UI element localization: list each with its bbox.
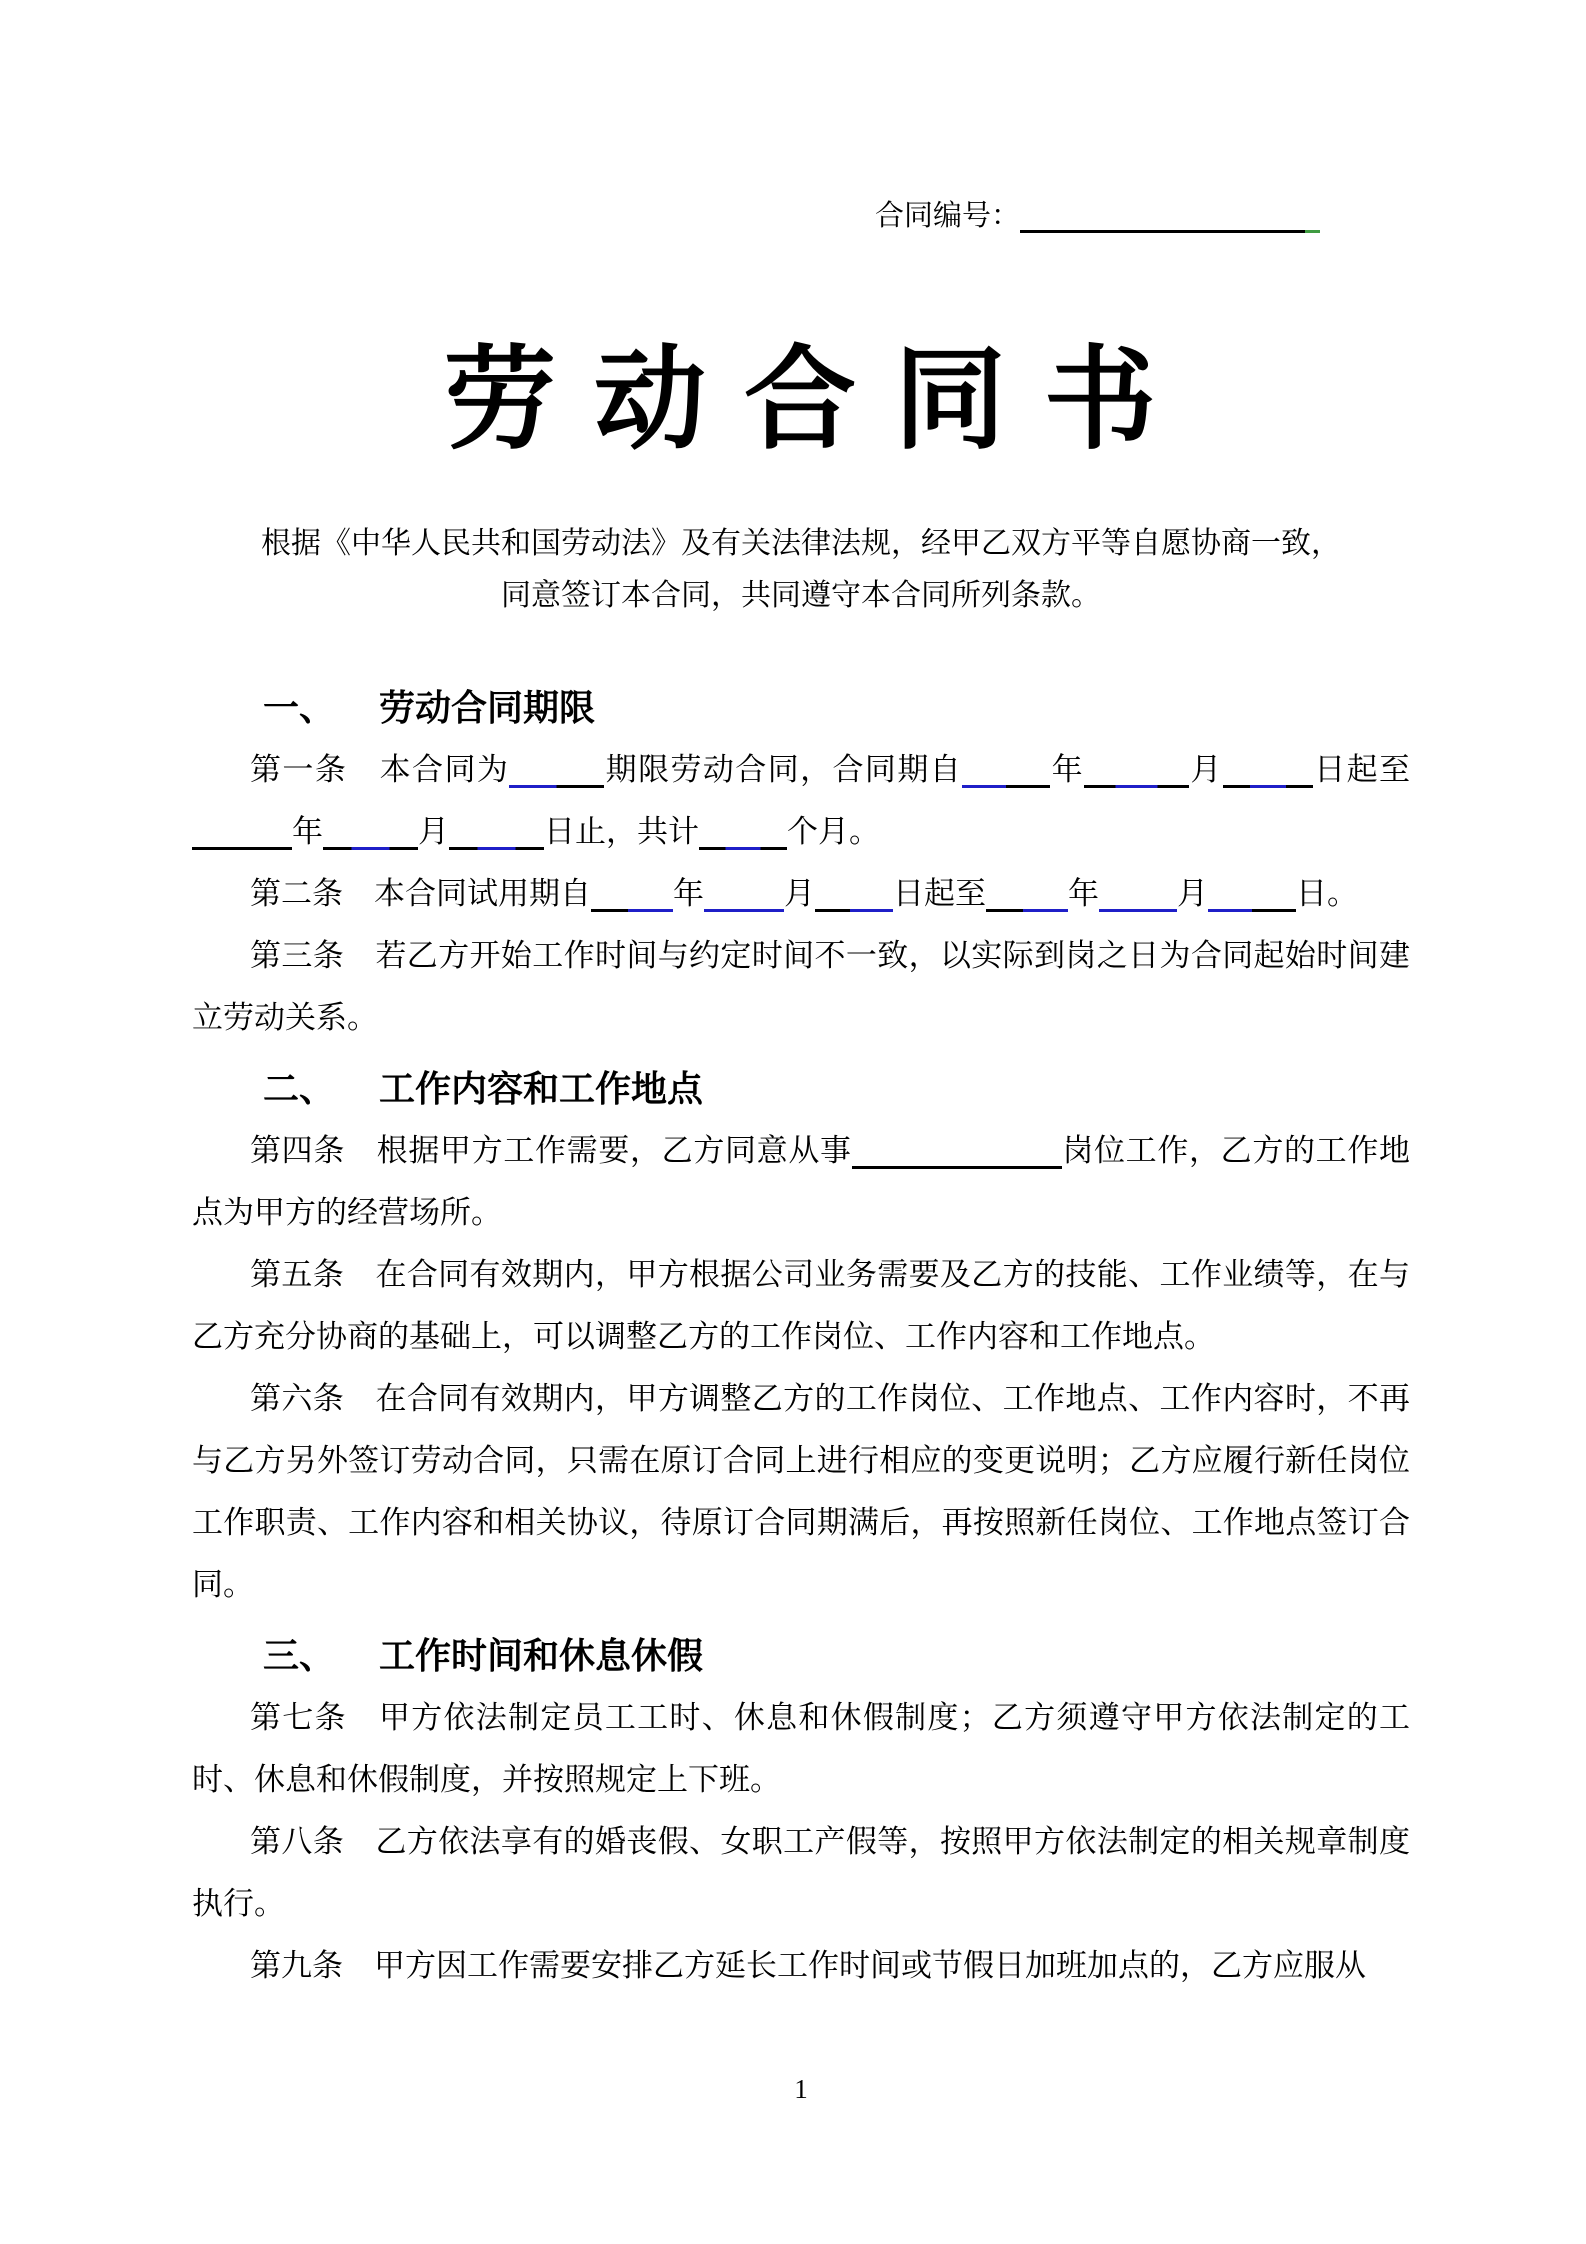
fill-in-blank	[1223, 757, 1313, 788]
section-title: 工作内容和工作地点	[379, 1069, 704, 1109]
intro-paragraph: 根据《中华人民共和国劳动法》及有关法律法规，经甲乙双方平等自愿协商一致，同意签订本合同，共同遵守本合同所列条款。	[261, 527, 1341, 612]
fill-in-blank	[852, 1138, 1062, 1169]
fill-in-blank	[1099, 881, 1177, 912]
section-number: 二、	[263, 1069, 336, 1109]
fill-in-blank	[815, 881, 893, 912]
fill-in-blank	[509, 757, 604, 788]
article-paragraph: 第八条 乙方依法享有的婚丧假、女职工产假等，按照甲方依法制定的相关规章制度执行。	[192, 1824, 1410, 1921]
fill-in-blank	[591, 881, 673, 912]
article-paragraph: 第五条 在合同有效期内，甲方根据公司业务需要及乙方的技能、工作业绩等，在与乙方充分协商的基础上，可以调整乙方的工作岗位、工作内容和工作地点。	[192, 1257, 1410, 1354]
fill-in-blank	[449, 819, 544, 850]
section-heading	[192, 677, 1410, 739]
section-title: 劳动合同期限	[379, 688, 596, 728]
contract-section	[192, 1058, 1410, 1616]
article-paragraph: 第三条 若乙方开始工作时间与约定时间不一致，以实际到岗之日为合同起始时间建立劳动关系。	[192, 938, 1410, 1035]
article-paragraph: 第九条 甲方因工作需要安排乙方延长工作时间或节假日加班加点的，乙方应服从	[250, 1948, 1366, 1983]
contract-body	[192, 677, 1410, 1997]
section-title: 工作时间和休息休假	[379, 1636, 704, 1676]
fill-in-blank	[1208, 881, 1296, 912]
fill-in-blank	[192, 819, 292, 850]
document-title: 劳 动 合 同 书	[444, 339, 1158, 463]
section-number: 三、	[263, 1636, 336, 1676]
fill-in-blank	[986, 881, 1068, 912]
section-heading	[192, 1058, 1410, 1120]
fill-in-blank	[699, 819, 787, 850]
contract-section	[192, 677, 1410, 1049]
fill-in-blank	[1084, 757, 1189, 788]
contract-section	[192, 1625, 1410, 1997]
section-heading	[192, 1625, 1410, 1687]
page-number: 1	[794, 2074, 808, 2104]
fill-in-blank	[704, 881, 784, 912]
article-paragraph: 第四条 根据甲方工作需要，乙方同意从事 岗位工作，乙方的工作地点为甲方的经营场所。	[192, 1133, 1411, 1230]
article-paragraph: 第二条 本合同试用期自 年 月 日起至 年 月 日。	[250, 876, 1358, 911]
fill-in-blank	[962, 757, 1050, 788]
article-paragraph: 第六条 在合同有效期内，甲方调整乙方的工作岗位、工作地点、工作内容时，不再与乙方另外签订劳动合同，只需在原订合同上进行相应的变更说明；乙方应履行新任岗位工作职责、工作内容和相关协议，待原订合同期满后，再按照新任岗位、工作地点签订合同。	[192, 1381, 1410, 1602]
article-paragraph: 第七条 甲方依法制定员工工时、休息和休假制度；乙方须遵守甲方依法制定的工时、休息和休假制度，并按照规定上下班。	[192, 1700, 1410, 1797]
section-number: 一、	[263, 688, 336, 728]
contract-number-blank	[1020, 204, 1320, 233]
fill-in-blank	[323, 819, 418, 850]
contract-number-line	[192, 0, 1410, 236]
article-paragraph: 第一条 本合同为 期限劳动合同，合同期自 年 月 日起至年 月 日止，共计 个月。	[192, 739, 1410, 863]
contract-number-label: 合同编号：	[875, 200, 1021, 232]
